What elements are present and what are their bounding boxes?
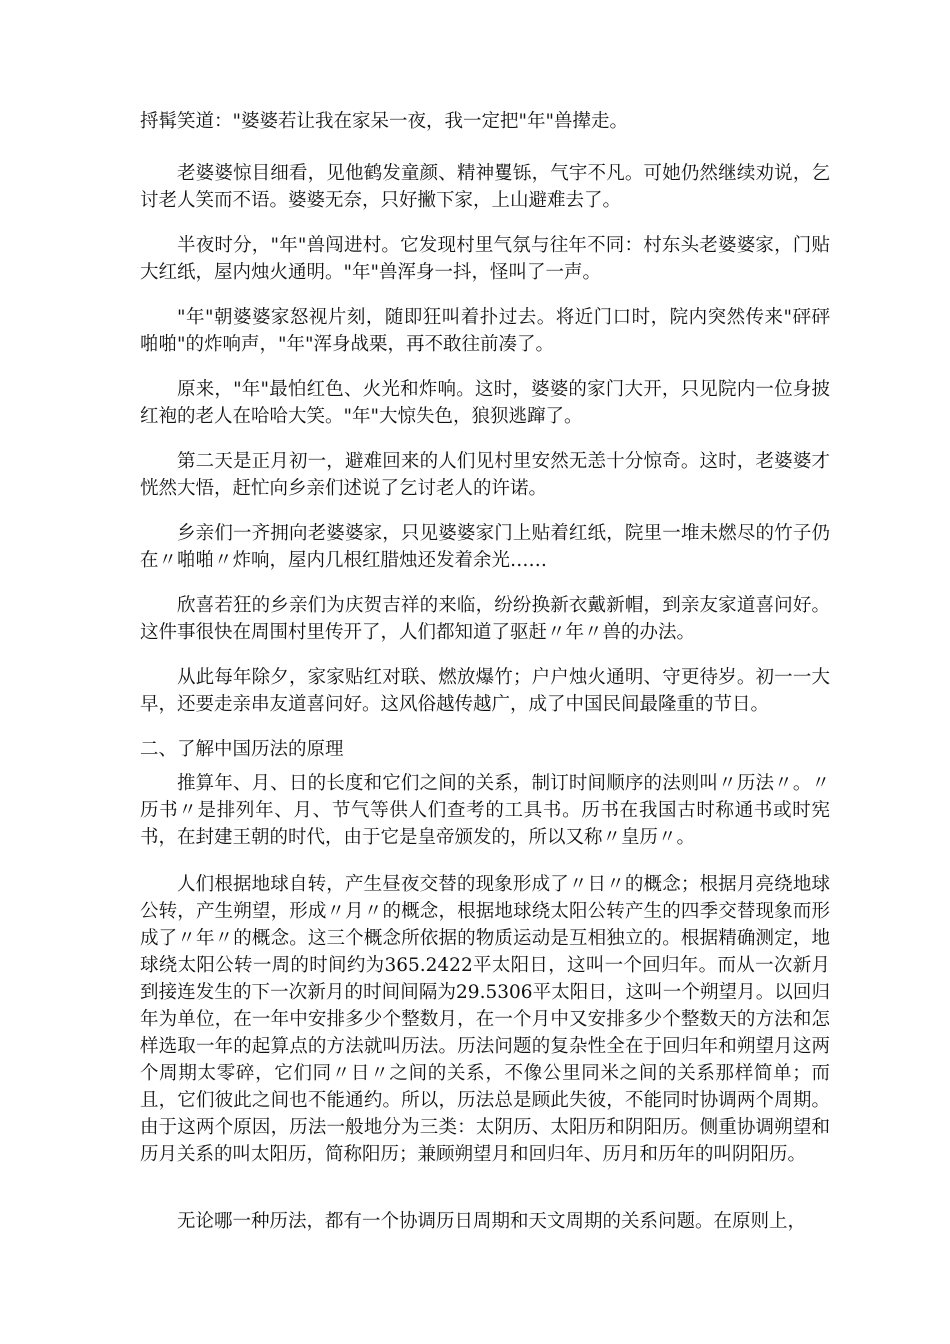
paragraph-9: 从此每年除夕，家家贴红对联、燃放爆竹；户户烛火通明、守更待岁。初一一大早，还要走亲串友道喜问好。这风俗越传越广，成了中国民间最隆重的节日。 [140, 667, 830, 715]
paragraph-3: 半夜时分，"年"兽闯进村。它发现村里气氛与往年不同：村东头老婆婆家，门贴大红纸，屋内烛火通明。"年"兽浑身一抖，怪叫了一声。 [140, 235, 830, 283]
paragraph-11: 人们根据地球自转，产生昼夜交替的现象形成了〃日〃的概念；根据月亮绕地球公转，产生朔望，形成〃月〃的概念，根据地球绕太阳公转产生的四季交替现象而形成了〃年〃的概念。这三个概念所依据的物质运动是互相独立的。根据精确测定，地球绕太阳公转一周的时间约为365.2422平太阳日，这叫一个回归年。而从一次新月到接连发生的下一次新月的时间间隔为29.5306平太阳日，这叫一个朔望月。以回归年为单位，在一年中安排多少个整数月，在一个月中又安排多少个整数天的方法和怎样选取一年的起算点的方法就叫历法。历法问题的复杂性全在于回归年和朔望月这两个周期太零碎，它们同〃日〃之间的关系，不像公里同米之间的关系那样简单；而且，它们彼此之间也不能通约。所以，历法总是顾此失彼，不能同时协调两个周期。由于这两个原因，历法一般地分为三类：太阴历、太阳历和阴阳历。侧重协调朔望和历月关系的叫太阳历，简称阳历；兼顾朔望月和回归年、历月和历年的叫阴阳历。 [140, 874, 830, 1165]
paragraph-1: 捋髯笑道："婆婆若让我在家呆一夜，我一定把"年"兽撵走。 [140, 111, 629, 132]
paragraph-12: 无论哪一种历法，都有一个协调历日周期和天文周期的关系问题。在原则上， [177, 1211, 807, 1232]
paragraph-8: 欣喜若狂的乡亲们为庆贺吉祥的来临，纷纷换新衣戴新帽，到亲友家道喜问好。这件事很快在周围村里传开了，人们都知道了驱赶〃年〃兽的办法。 [140, 595, 830, 643]
paragraph-5: 原来，"年"最怕红色、火光和炸响。这时，婆婆的家门大开，只见院内一位身披红袍的老人在哈哈大笑。"年"大惊失色，狼狈逃蹿了。 [140, 379, 830, 427]
paragraph-7: 乡亲们一齐拥向老婆婆家，只见婆婆家门上贴着红纸，院里一堆未燃尽的竹子仍在〃啪啪〃炸响，屋内几根红腊烛还发着余光…… [140, 523, 830, 571]
paragraph-4: "年"朝婆婆家怒视片刻，随即狂叫着扑过去。将近门口时，院内突然传来"砰砰啪啪"的炸响声，"年"浑身战栗，再不敢往前凑了。 [140, 307, 830, 355]
section-heading: 二、了解中国历法的原理 [140, 739, 344, 760]
paragraph-2: 老婆婆惊目细看，见他鹤发童颜、精神矍铄，气宇不凡。可她仍然继续劝说，乞讨老人笑而不语。婆婆无奈，只好撇下家，上山避难去了。 [140, 163, 830, 211]
paragraph-10: 推算年、月、日的长度和它们之间的关系，制订时间顺序的法则叫〃历法〃。〃历书〃是排列年、月、节气等供人们查考的工具书。历书在我国古时称通书或时宪书，在封建王朝的时代，由于它是皇帝颁发的，所以又称〃皇历〃。 [140, 773, 830, 848]
paragraph-6: 第二天是正月初一，避难回来的人们见村里安然无恙十分惊奇。这时，老婆婆才恍然大悟，赶忙向乡亲们述说了乞讨老人的许诺。 [140, 451, 830, 499]
